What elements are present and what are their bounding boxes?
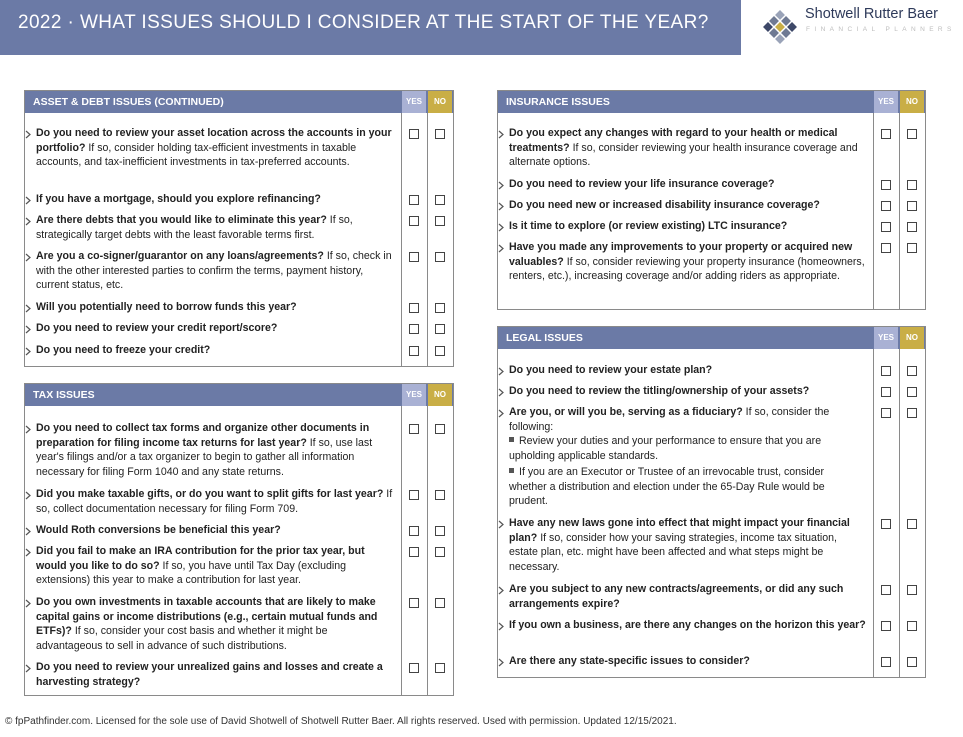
chevron-right-icon: [25, 347, 31, 356]
section-title: TAX ISSUES: [33, 389, 95, 401]
page-title: 2022 · WHAT ISSUES SHOULD I CONSIDER AT THE START OF THE YEAR?: [18, 12, 709, 33]
logo: [741, 0, 963, 55]
question-text: Would Roth conversions be beneficial this year?: [36, 524, 281, 536]
chevron-right-icon: [498, 181, 504, 190]
no-checkbox[interactable]: [435, 490, 445, 500]
section-header: [498, 327, 925, 349]
column-divider: [401, 113, 402, 366]
question-text: Have you made any improvements to your property or acquired new valuables? If so, consider reviewing your property insurance (homeowners, renters, etc.), increasing coverage and/or adding riders as appropriate.: [509, 241, 865, 283]
column-divider: [427, 113, 428, 366]
question-text: Do you need to review your estate plan?: [509, 364, 713, 376]
chevron-right-icon: [25, 130, 31, 139]
yes-checkbox[interactable]: [881, 585, 891, 595]
no-checkbox[interactable]: [907, 243, 917, 253]
question-text: Do you need to review your unrealized gains and losses and create a harvesting strategy?: [36, 661, 383, 688]
chevron-right-icon: [25, 425, 31, 434]
chevron-right-icon: [25, 599, 31, 608]
yes-checkbox[interactable]: [881, 657, 891, 667]
yes-column-header: YES: [874, 327, 898, 349]
question-text: Do you need to review your life insurance coverage?: [509, 178, 775, 190]
no-checkbox[interactable]: [435, 216, 445, 226]
question-text: Do you need to freeze your credit?: [36, 344, 211, 356]
no-checkbox[interactable]: [435, 663, 445, 673]
section-header: [25, 91, 453, 113]
yes-checkbox[interactable]: [881, 408, 891, 418]
section-legal: [497, 326, 926, 678]
yes-checkbox[interactable]: [409, 526, 419, 536]
no-checkbox[interactable]: [907, 387, 917, 397]
question-text: Did you make taxable gifts, or do you want to split gifts for last year? If so, collect documentation necessary for filing Form 709.: [36, 488, 393, 515]
no-checkbox[interactable]: [907, 621, 917, 631]
section-asset-debt: [24, 90, 454, 367]
chevron-right-icon: [25, 491, 31, 500]
no-checkbox[interactable]: [907, 180, 917, 190]
yes-checkbox[interactable]: [409, 303, 419, 313]
fiduciary-bullet: If you are an Executor or Trustee of an irrevocable trust, consider whether a distribution and election under the 65-Day Rule would be prudent.: [509, 466, 825, 508]
chevron-right-icon: [498, 409, 504, 418]
chevron-right-icon: [25, 196, 31, 205]
chevron-right-icon: [25, 217, 31, 226]
no-checkbox[interactable]: [907, 366, 917, 376]
no-checkbox[interactable]: [435, 346, 445, 356]
section-insurance: [497, 90, 926, 310]
question-text: Do you need to collect tax forms and organize other documents in preparation for filing income tax returns for last year? If so, use last year's filings and/or a tax organizer to begin to gather all information necessary for filing Form 1040 and any state returns.: [36, 422, 373, 479]
no-checkbox[interactable]: [435, 324, 445, 334]
chevron-right-icon: [498, 520, 504, 529]
question-text: Are you subject to any new contracts/agreements, or did any such arrangements expire?: [509, 583, 844, 610]
yes-checkbox[interactable]: [881, 180, 891, 190]
yes-checkbox[interactable]: [409, 129, 419, 139]
no-checkbox[interactable]: [435, 526, 445, 536]
page-header: [0, 0, 963, 55]
chevron-right-icon: [498, 244, 504, 253]
question-text: Did you fail to make an IRA contribution for the prior tax year, but would you like to do so? If so, you have until Tax Day (excluding extensions) this year to make a contribution for last year.: [36, 545, 365, 587]
question-text: Do you own investments in taxable accounts that are likely to make capital gains or income distributions (e.g., certain mutual funds and ETFs)? If so, consider your cost basis and whether it might be advantageous to sell in advance of such distributions.: [36, 596, 378, 653]
chevron-right-icon: [498, 367, 504, 376]
section-tax: [24, 383, 454, 696]
yes-checkbox[interactable]: [409, 216, 419, 226]
column-divider: [427, 406, 428, 695]
question-text: Do you need to review your asset location across the accounts in your portfolio? If so, consider holding tax-efficient investments in taxable accounts, and tax-inefficient investments in tax-preferred accounts.: [36, 127, 392, 169]
column-divider: [401, 406, 402, 695]
section-title: INSURANCE ISSUES: [506, 96, 610, 108]
chevron-right-icon: [25, 548, 31, 557]
no-checkbox[interactable]: [435, 598, 445, 608]
no-checkbox[interactable]: [907, 408, 917, 418]
chevron-right-icon: [25, 527, 31, 536]
copyright-footer: © fpPathfinder.com. Licensed for the sole use of David Shotwell of Shotwell Rutter Baer. All rights reserved. Used with permission. Updated 12/15/2021.: [5, 716, 677, 727]
no-checkbox[interactable]: [907, 129, 917, 139]
no-checkbox[interactable]: [907, 222, 917, 232]
chevron-right-icon: [25, 253, 31, 262]
section-header: [25, 384, 453, 406]
question-text: Are you a co-signer/guarantor on any loans/agreements? If so, check in with the other interested parties to confirm the terms, payment history, current status, etc.: [36, 250, 392, 292]
no-column-header: NO: [900, 91, 924, 113]
yes-column-header: YES: [874, 91, 898, 113]
no-checkbox[interactable]: [435, 547, 445, 557]
yes-checkbox[interactable]: [409, 195, 419, 205]
diamond-lattice-icon: [759, 6, 801, 48]
yes-checkbox[interactable]: [409, 424, 419, 434]
yes-checkbox[interactable]: [881, 519, 891, 529]
no-checkbox[interactable]: [435, 424, 445, 434]
chevron-right-icon: [498, 586, 504, 595]
yes-checkbox[interactable]: [409, 346, 419, 356]
no-checkbox[interactable]: [907, 585, 917, 595]
chevron-right-icon: [498, 658, 504, 667]
yes-checkbox[interactable]: [409, 663, 419, 673]
no-checkbox[interactable]: [907, 201, 917, 211]
question-text: Are you, or will you be, serving as a fiduciary? If so, consider the following:: [509, 406, 830, 433]
chevron-right-icon: [498, 130, 504, 139]
logo-tagline: FINANCIAL PLANNERS: [806, 26, 956, 33]
column-divider: [873, 113, 874, 309]
column-divider: [873, 349, 874, 677]
column-divider: [899, 349, 900, 677]
no-column-header: NO: [900, 327, 924, 349]
question-text: Will you potentially need to borrow funds this year?: [36, 301, 297, 313]
yes-checkbox[interactable]: [881, 387, 891, 397]
yes-checkbox[interactable]: [881, 366, 891, 376]
question-text: If you own a business, are there any changes on the horizon this year?: [509, 619, 866, 631]
yes-checkbox[interactable]: [409, 252, 419, 262]
no-checkbox[interactable]: [435, 303, 445, 313]
logo-name: Shotwell Rutter Baer: [805, 6, 938, 22]
question-text: Are there debts that you would like to eliminate this year? If so, strategically target debts with the least favorable terms first.: [36, 214, 353, 241]
yes-checkbox[interactable]: [409, 324, 419, 334]
chevron-right-icon: [25, 304, 31, 313]
no-checkbox[interactable]: [435, 252, 445, 262]
yes-checkbox[interactable]: [881, 621, 891, 631]
yes-checkbox[interactable]: [881, 201, 891, 211]
yes-checkbox[interactable]: [409, 490, 419, 500]
fiduciary-bullet: Review your duties and your performance to ensure that you are upholding applicable standards.: [509, 435, 822, 462]
chevron-right-icon: [498, 202, 504, 211]
question-text: Is it time to explore (or review existing) LTC insurance?: [509, 220, 788, 232]
question-text: Do you need new or increased disability insurance coverage?: [509, 199, 820, 211]
yes-checkbox[interactable]: [409, 547, 419, 557]
yes-checkbox[interactable]: [881, 129, 891, 139]
no-checkbox[interactable]: [907, 657, 917, 667]
question-text: Do you need to review the titling/ownership of your assets?: [509, 385, 810, 397]
bullet-square-icon: [509, 437, 514, 442]
bullet-square-icon: [509, 468, 514, 473]
yes-column-header: YES: [402, 91, 426, 113]
chevron-right-icon: [498, 622, 504, 631]
question-text: Are there any state-specific issues to consider?: [509, 655, 750, 667]
question-text: Have any new laws gone into effect that might impact your financial plan? If so, consider how your saving strategies, income tax situation, estate plan, etc. might have been affected and what steps might be necessary.: [509, 517, 850, 574]
question-text: Do you expect any changes with regard to your health or medical treatments? If so, consider reviewing your health insurance coverage and alternate options.: [509, 127, 858, 169]
no-checkbox[interactable]: [907, 519, 917, 529]
yes-checkbox[interactable]: [881, 222, 891, 232]
chevron-right-icon: [498, 223, 504, 232]
column-divider: [899, 113, 900, 309]
question-text: If you have a mortgage, should you explore refinancing?: [36, 193, 321, 205]
section-header: [498, 91, 925, 113]
no-checkbox[interactable]: [435, 129, 445, 139]
no-column-header: NO: [428, 384, 452, 406]
question-text: Do you need to review your credit report/score?: [36, 322, 278, 334]
no-checkbox[interactable]: [435, 195, 445, 205]
chevron-right-icon: [25, 325, 31, 334]
section-title: ASSET & DEBT ISSUES (CONTINUED): [33, 96, 224, 108]
chevron-right-icon: [498, 388, 504, 397]
chevron-right-icon: [25, 664, 31, 673]
yes-column-header: YES: [402, 384, 426, 406]
yes-checkbox[interactable]: [881, 243, 891, 253]
yes-checkbox[interactable]: [409, 598, 419, 608]
section-title: LEGAL ISSUES: [506, 332, 583, 344]
no-column-header: NO: [428, 91, 452, 113]
